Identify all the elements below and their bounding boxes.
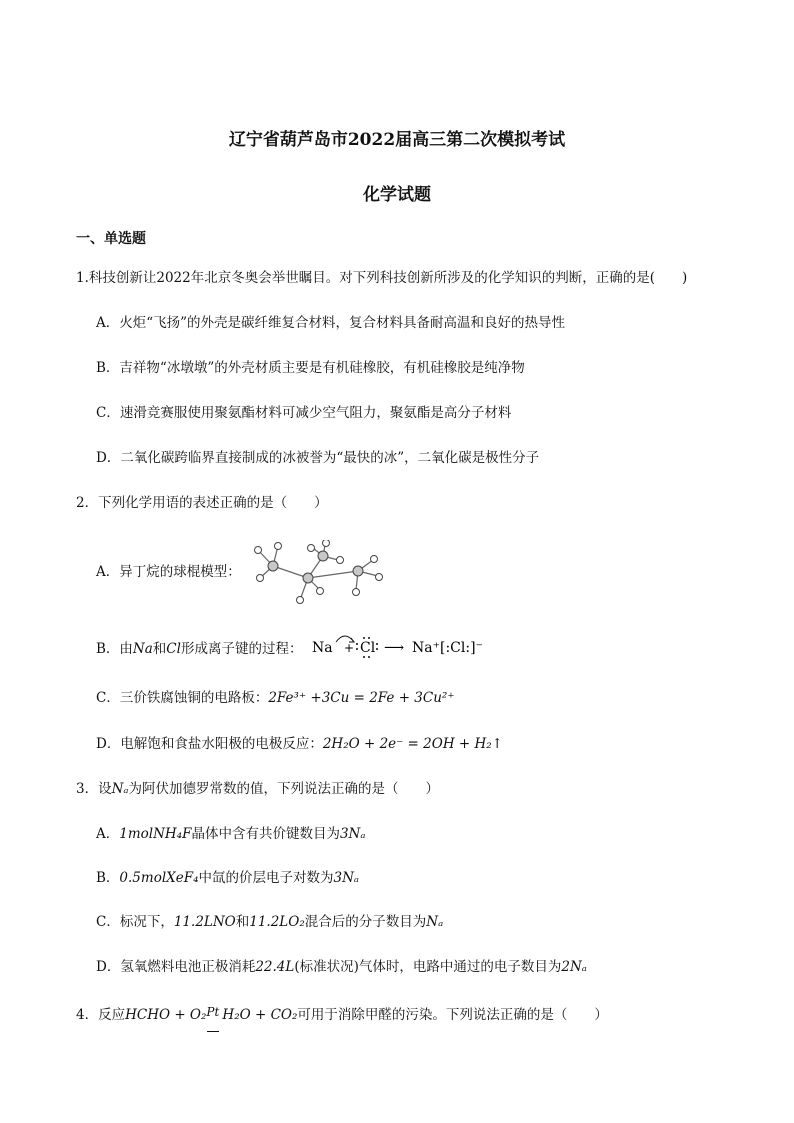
question-1-option-b: B．吉祥物“冰墩墩”的外壳材质主要是有机硅橡胶，有机硅橡胶是纯净物: [96, 360, 525, 376]
q3c-text: 混合后的分子数目为: [304, 914, 427, 930]
isobutane-ball-stick-model: [248, 540, 388, 606]
question-1-stem: 1.科技创新让2022年北京冬奥会举世瞩目。对下列科技创新所涉及的化学知识的判断，正确的是( ): [76, 270, 688, 286]
q3c-and: 和: [235, 914, 250, 930]
section-heading: 一、单选题: [76, 231, 146, 247]
option-b-and: 和: [152, 641, 167, 657]
option-c-equation: 2Fe³⁺ +3Cu = 2Fe + 3Cu²⁺: [268, 690, 455, 706]
q3a-text: 晶体中含有共价键数目为: [191, 826, 340, 842]
avogadro-symbol: Nₐ: [111, 781, 129, 797]
question-1-option-d: D．二氧化碳跨临界直接制成的冰被誉为“最快的冰”，二氧化碳是极性分子: [96, 450, 540, 466]
page-subtitle: 化学试题: [363, 185, 431, 205]
sodium-symbol: Na: [132, 641, 153, 657]
question-2-option-c: [96, 686, 454, 706]
q3b-prefix: B．: [96, 870, 120, 886]
eq-na: Na: [312, 640, 333, 656]
q3b-value: 3Nₐ: [333, 870, 360, 886]
q4-stem-prefix: 4．反应: [76, 1007, 126, 1023]
eq-plus: +: [344, 641, 355, 655]
option-b-suffix: 形成离子键的过程：: [180, 641, 303, 657]
q4-reactants: HCHO + O₂: [125, 1007, 207, 1023]
q3-stem-prefix: 3．设: [76, 781, 112, 797]
q3d-value: 2Nₐ: [561, 959, 587, 975]
q3c-formula-1: 11.2LNO: [173, 914, 236, 930]
question-3-option-a: [96, 822, 365, 842]
ionic-bond-formation-equation: [312, 628, 492, 662]
q4-products: H₂O + CO₂: [222, 1007, 298, 1023]
question-2-option-b: [96, 637, 302, 657]
question-3-option-b: [96, 866, 359, 886]
page-title: 辽宁省葫芦岛市2022届高三第二次模拟考试: [228, 130, 566, 150]
question-2-option-d: [96, 732, 503, 752]
option-d-equation: 2H₂O + 2e⁻ = 2OH + H₂↑: [322, 736, 503, 752]
q3d-prefix: D．氢氧燃料电池正极消耗: [96, 959, 256, 975]
q4-catalyst-label: Pt: [206, 1005, 220, 1019]
eq-arrow: ⟶: [384, 640, 405, 656]
q3b-text: 中氙的价层电子对数为: [198, 870, 334, 886]
question-3-option-d: [96, 955, 587, 975]
q3d-formula: 22.4L: [255, 959, 295, 975]
question-3-option-c: [96, 910, 443, 930]
question-2-stem: 2．下列化学用语的表述正确的是（ ）: [76, 495, 328, 511]
q3b-formula: 0.5molXeF₄: [119, 870, 199, 886]
question-1-option-a: A．火炬“飞扬”的外壳是碳纤维复合材料，复合材料具备耐高温和良好的热导性: [96, 315, 566, 331]
question-3-stem: [76, 777, 439, 797]
q3d-text: (标准状况)气体时，电路中通过的电子数目为: [294, 959, 562, 975]
eq-result: Na⁺[:Cl:]⁻: [412, 640, 483, 656]
option-d-prefix: D．电解饱和食盐水阳极的电极反应：: [96, 736, 323, 752]
option-b-prefix: B．由: [96, 641, 133, 657]
q3a-value: 3Nₐ: [339, 826, 366, 842]
q3c-prefix: C．标况下，: [96, 914, 174, 930]
question-4-stem: [76, 1003, 608, 1023]
question-1-option-c: C．速滑竞赛服使用聚氨酯材料可减少空气阻力，聚氨酯是高分子材料: [96, 405, 512, 421]
q3c-formula-2: 11.2LO₂: [249, 914, 305, 930]
q3-stem-suffix: 为阿伏加德罗常数的值，下列说法正确的是（ ）: [128, 781, 439, 797]
q3c-value: Nₐ: [426, 914, 444, 930]
option-c-prefix: C．三价铁腐蚀铜的电路板：: [96, 690, 269, 706]
eq-cl: Cl: [360, 640, 376, 656]
q3a-prefix: A．: [96, 826, 120, 842]
q3a-formula: 1molNH₄F: [119, 826, 192, 842]
chlorine-symbol: Cl: [166, 641, 181, 657]
q4-stem-suffix: 可用于消除甲醛的污染。下列说法正确的是（ ）: [297, 1007, 608, 1023]
question-2-option-a: A．异丁烷的球棍模型：: [96, 564, 241, 580]
